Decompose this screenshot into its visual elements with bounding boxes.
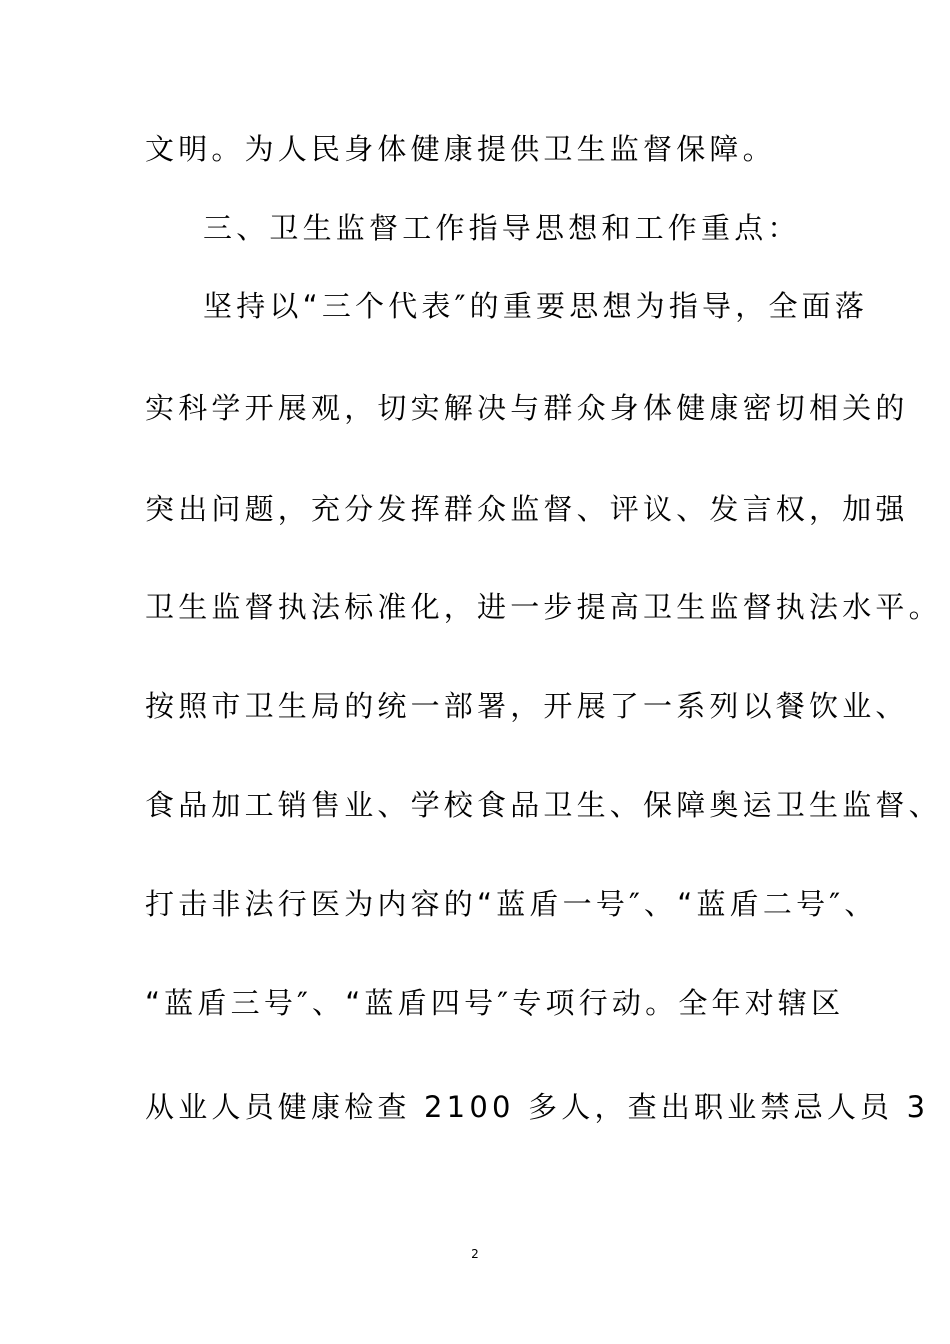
body-line-6: 卫生监督执法标准化，进一步提高卫生监督执法水平。: [145, 590, 942, 624]
body-line-1: 文明。为人民身体健康提供卫生监督保障。: [145, 132, 776, 166]
page-number: 2: [471, 1247, 479, 1261]
body-line-9: 打击非法行医为内容的“蓝盾一号″、“蓝盾二号″、: [145, 887, 878, 921]
body-line-11: 从业人员健康检查 2100 多人，查出职业禁忌人员 3: [145, 1090, 930, 1124]
body-line-5: 突出问题，充分发挥群众监督、评议、发言权，加强: [145, 492, 909, 526]
body-line-8: 食品加工销售业、学校食品卫生、保障奥运卫生监督、: [145, 788, 942, 822]
body-line-7: 按照市卫生局的统一部署，开展了一系列以餐饮业、: [145, 689, 909, 723]
body-line-4: 实科学开展观，切实解决与群众身体健康密切相关的: [145, 391, 909, 425]
section-heading-3: 三、卫生监督工作指导思想和工作重点：: [203, 211, 801, 245]
paragraph-start-line: 坚持以“三个代表″的重要思想为指导，全面落: [203, 289, 869, 323]
body-line-10: “蓝盾三号″、“蓝盾四号″专项行动。全年对辖区: [145, 986, 845, 1020]
